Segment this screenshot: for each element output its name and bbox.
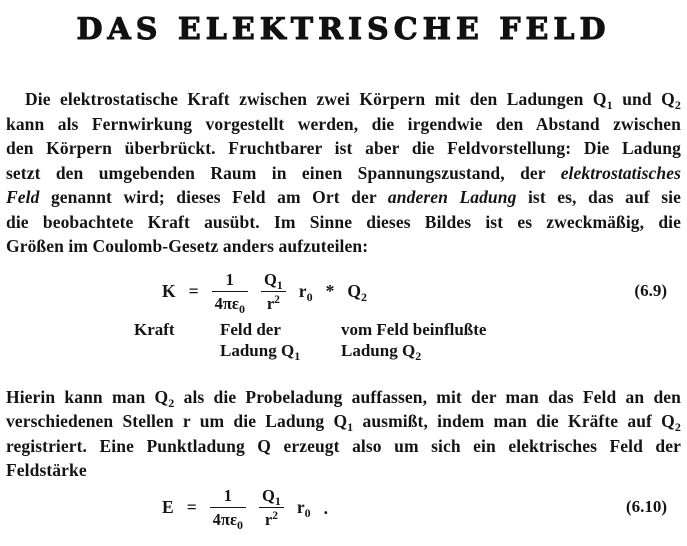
superscript: 2 [274, 293, 280, 306]
subscript: 2 [674, 98, 681, 112]
text-line [6, 210, 681, 235]
text-run: ausmißt, indem man die Kräfte auf Q [353, 411, 675, 431]
eq610-trailing-period: . [323, 497, 329, 518]
subscript: 0 [306, 289, 313, 304]
subscript: 1 [294, 349, 301, 363]
eq69-test-charge [347, 281, 367, 302]
equation-6-9 [6, 269, 681, 316]
text-line: vom Feld beinflußte [341, 319, 487, 339]
text-run: Q [263, 269, 277, 289]
eq610-charge-fraction [259, 487, 284, 528]
italic-text-run: Feld [6, 187, 40, 207]
text-run: ist es, das auf sie [516, 187, 681, 207]
text-run: Die elektrostatische Kraft zwischen zwei Körpern mit den Ladungen Q [25, 89, 607, 109]
text-run: r [264, 509, 273, 529]
text-run: verschiedenen Stellen r um die Ladung Q [6, 411, 348, 431]
text-run: kann als Fernwirkung vorgestellt werden, die irgendwie den Abstand zwischen [6, 113, 681, 134]
text-run: r [298, 280, 307, 301]
equation-6-9-term-labels [134, 319, 681, 362]
text-run: genannt wird; dieses Feld am Ort der [39, 187, 388, 207]
text-line [6, 112, 681, 137]
text-run: 4πε [212, 509, 238, 529]
page-title: DAS ELEKTRISCHE FELD [76, 12, 611, 47]
paragraph-2 [6, 385, 681, 483]
subscript: 2 [674, 420, 681, 434]
subscript: 1 [276, 277, 283, 292]
text-run: registriert. Eine Punktladung Q erzeugt also um sich ein elektrisches Feld der [6, 435, 681, 456]
text-run: 4πε [214, 293, 239, 313]
label-kraft: Kraft [134, 319, 175, 339]
text-run: die beobachtete Kraft ausübt. Im Sinne dieses Bildes ist es zweckmäßig, die [6, 211, 681, 232]
text-run: r [266, 293, 275, 313]
italic-text-run: anderen Ladung [387, 187, 517, 207]
eq69-frac1-denominator [212, 291, 248, 316]
text-line [6, 385, 681, 410]
equation-6-10-expression [162, 485, 329, 532]
eq610-frac1-numerator: 1 [223, 485, 232, 505]
eq610-field-symbol: E [162, 496, 174, 517]
text-run: Q [347, 280, 361, 301]
text-line [6, 185, 681, 210]
text-line [6, 458, 681, 483]
equation-6-9-expression [162, 269, 367, 316]
italic-text-run: elektrostatisches [560, 162, 681, 183]
eq69-frac2-denominator [261, 291, 286, 312]
paragraph-1 [6, 87, 681, 259]
text-run: und Q [612, 89, 675, 109]
text-line [6, 136, 681, 161]
text-line [6, 434, 681, 459]
subscript: 0 [304, 505, 311, 520]
eq610-frac2-denominator [259, 507, 284, 528]
subscript: 2 [415, 349, 422, 363]
text-run: setzt den umgebenden Raum in einen Spannungszustand, der [6, 162, 561, 183]
text-run: Ladung Q [341, 341, 416, 360]
text-line: Feld der [220, 319, 281, 339]
text-run: Feldstärke [6, 460, 87, 480]
eq610-frac1-denominator [210, 507, 246, 532]
eq69-frac1-numerator: 1 [225, 269, 234, 289]
eq69-force-symbol: K [162, 280, 176, 301]
subscript: 2 [168, 395, 175, 410]
eq610-unit-vector [297, 497, 311, 518]
equation-number-6-9: (6.9) [634, 281, 667, 300]
text-line [6, 409, 681, 434]
eq69-frac2-numerator [261, 271, 286, 291]
subscript: 2 [360, 289, 367, 304]
text-run: Größen im Coulomb-Gesetz anders aufzuteilen: [6, 236, 369, 256]
text-run: den Körpern überbrückt. Fruchtbarer ist aber die Feldvorstellung: Die Ladung [6, 138, 681, 158]
subscript: 1 [606, 98, 613, 112]
subscript: 0 [238, 301, 245, 316]
text-run: r [296, 496, 305, 517]
text-line [6, 87, 681, 112]
eq69-multiplication-star: * [325, 280, 335, 301]
text-line [6, 234, 681, 259]
text-run: Ladung Q [220, 341, 295, 360]
eq610-equals-sign: = [186, 496, 197, 517]
text-run: Q [262, 485, 275, 505]
equation-number-6-10: (6.10) [625, 497, 667, 516]
equation-6-10 [6, 485, 681, 532]
eq69-equals-sign: = [188, 280, 199, 301]
eq69-charge-fraction [261, 271, 286, 312]
eq69-unit-vector [299, 281, 313, 302]
eq610-coulomb-constant-fraction [210, 485, 246, 532]
label-vom-feld-beeinflusste-ladung [341, 319, 486, 362]
text-line [6, 161, 681, 186]
subscript: 1 [274, 493, 281, 508]
eq610-frac2-numerator [259, 487, 284, 507]
subscript: 0 [237, 517, 244, 532]
superscript: 2 [272, 509, 278, 522]
text-run: als die Probeladung auffassen, mit der man das Feld an den [174, 386, 681, 407]
eq69-coulomb-constant-fraction [212, 269, 248, 316]
subscript: 1 [347, 420, 354, 434]
label-feld-der-ladung [220, 319, 341, 362]
text-line [220, 340, 341, 362]
text-line [341, 340, 486, 362]
text-run: Hierin kann man Q [6, 386, 169, 407]
